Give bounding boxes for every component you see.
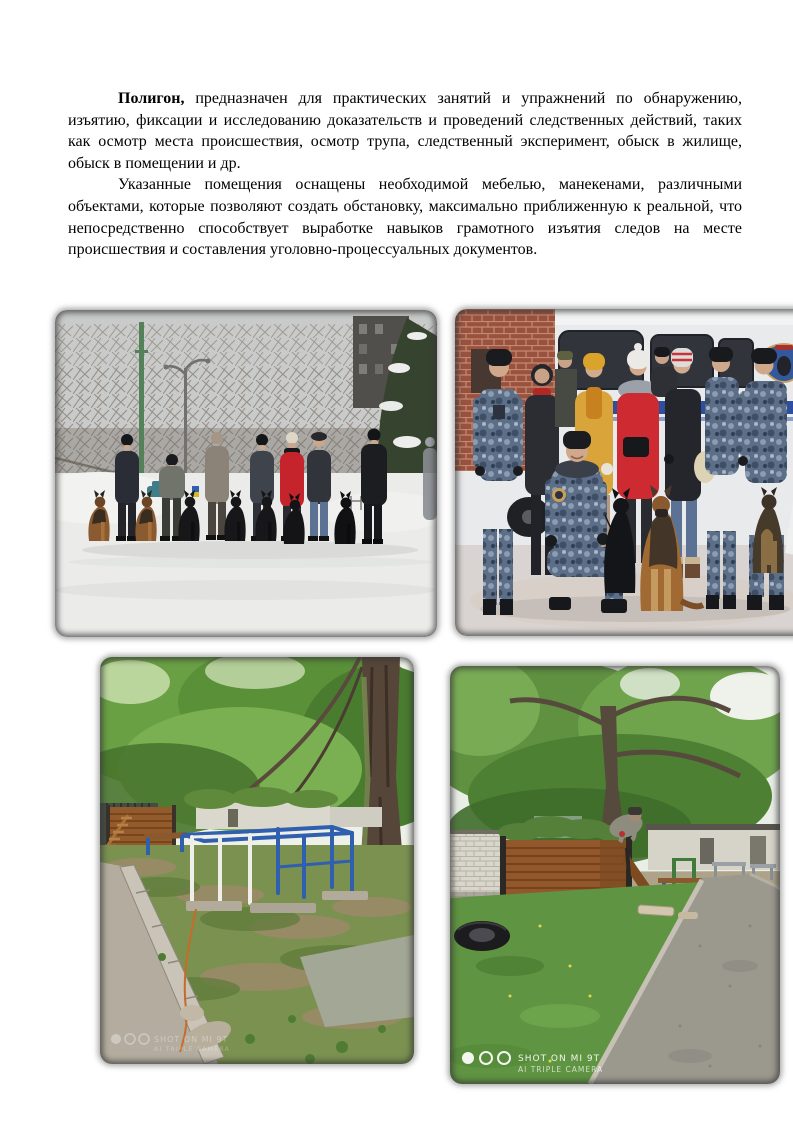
winter-lineup-illustration xyxy=(55,310,437,637)
watermark-line1-faint: SHOT ON MI 9T xyxy=(154,1035,229,1044)
green-pole xyxy=(139,322,144,490)
police-van-group-illustration xyxy=(455,309,793,636)
wooden-wall-obstacle xyxy=(104,805,176,851)
paragraph-polygon xyxy=(68,88,742,174)
photo-group-police-van xyxy=(455,309,793,636)
paragraph-rooms xyxy=(68,174,742,260)
photo-training-ground-frames xyxy=(100,657,414,1064)
background-bushes xyxy=(184,787,338,809)
paragraph-rooms-body: Указанные помещения оснащены необходимой мебелью, манекенами, различными объектами, которые позволяют создать обстановку, максимально приближенную к реальной, что непосредственно способствует выработке навыков грамотного изъятия следов на месте происшествия и составления уголовно-процессуальных документов. xyxy=(68,176,742,259)
partial-figure-right xyxy=(423,437,437,520)
photo-training-ground-barrier xyxy=(450,666,780,1084)
flag-blue xyxy=(192,486,199,492)
training-ground-frames-illustration xyxy=(100,657,414,1064)
paragraph-polygon-lead: Полигон, xyxy=(118,90,185,107)
tire xyxy=(454,921,510,951)
photo-winter-lineup xyxy=(55,310,437,637)
watermark-line1: SHOT ON MI 9T xyxy=(518,1054,601,1064)
body-text xyxy=(68,88,742,261)
paragraph-polygon-body: предназначен для практических занятий и упражнений по обнаружению, изъятию, фиксации и исследованию доказательств и проведений следственных действий, таких как осмотр места происшествия, осмотр трупа, следственный эксперимент, обыск в жилище, обыск в помещении и др. xyxy=(68,90,742,172)
watermark-line2-faint: AI TRIPLE CAMERA xyxy=(154,1045,230,1053)
training-ground-barrier-illustration xyxy=(450,666,780,1084)
watermark-line2: AI TRIPLE CAMERA xyxy=(518,1065,604,1074)
